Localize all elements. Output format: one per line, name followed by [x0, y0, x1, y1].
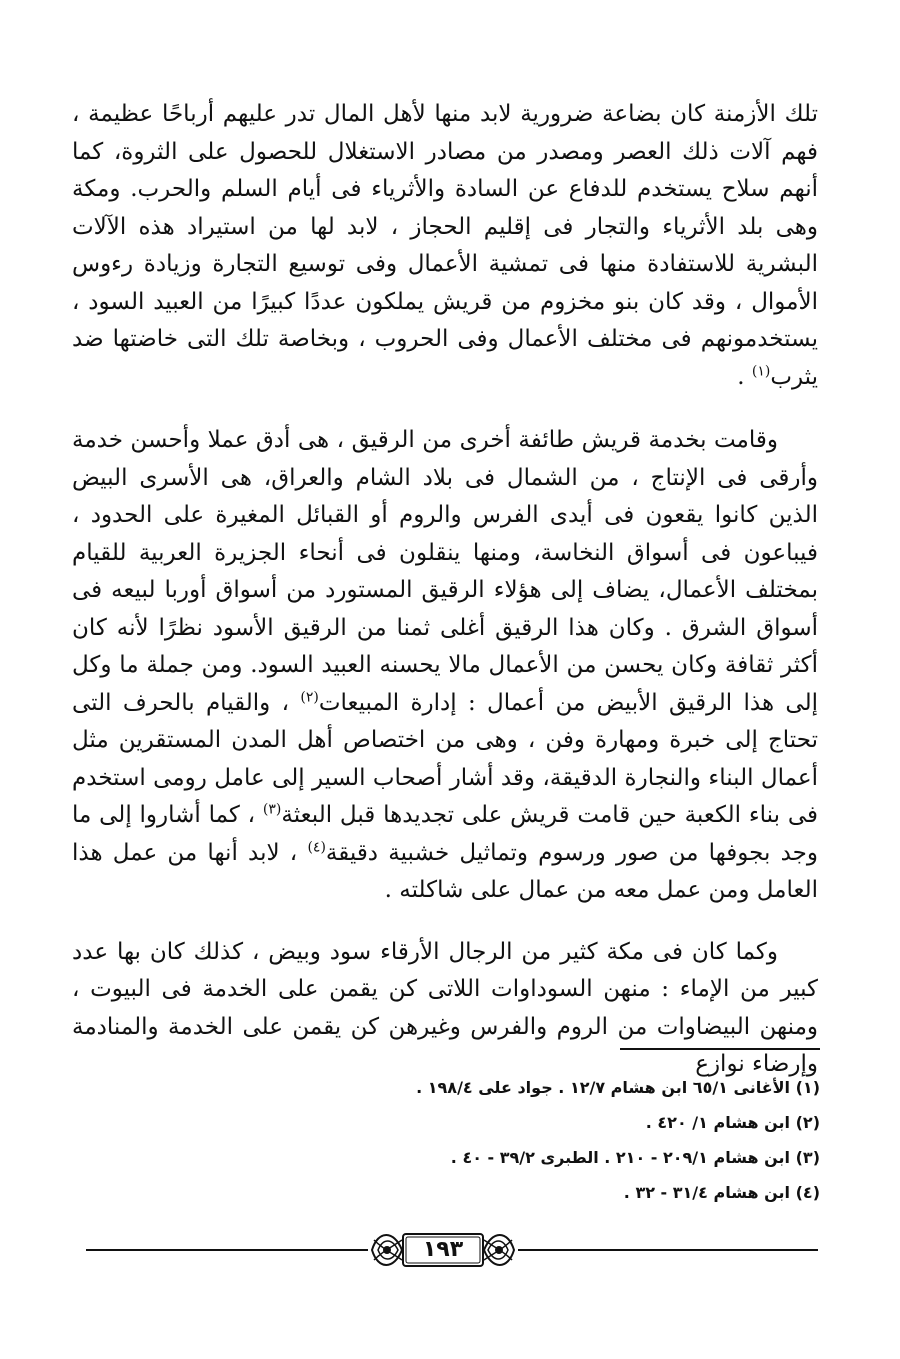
paragraph-2-segment-4: ، لابد أنها من عمل هذا العامل ومن عمل معه من عمال على شاكلته . — [72, 839, 818, 903]
main-text — [72, 96, 818, 1084]
paragraph-3 — [72, 934, 818, 1084]
bottom-rule-right — [518, 1249, 818, 1251]
footnote-ref-2[interactable]: (٢) — [300, 688, 319, 705]
footnotes — [220, 1073, 820, 1213]
footnote-1: (١) الأغانى ٦٥/١ ابن هشام ١٢/٧ . جواد على ١٩٨/٤ . — [416, 1078, 820, 1097]
footnote-3: (٣) ابن هشام ٢٠٩/١ - ٢١٠ . الطبرى ٣٩/٢ - ٤٠ . — [450, 1148, 820, 1167]
paragraph-2 — [72, 422, 818, 910]
footnote-4: (٤) ابن هشام ٣١/٤ - ٣٢ . — [623, 1183, 820, 1202]
page-number: ١٩٣ — [422, 1237, 464, 1262]
paragraph-2-segment-1: وقامت بخدمة قريش طائفة أخرى من الرقيق ، هى أدق عملا وأحسن خدمة وأرقى فى الإنتاج ، من الشمال فى بلاد الشام والعراق، هى الأسرى البيض الذين كانوا يقعون فى أيدى الفرس والروم أو القبائل المغيرة على الحدود ، فيباعون فى أسواق النخاسة، ومنها ينقلون فى أنحاء الجزيرة العربية للقيام بمختلف الأعمال، يضاف إلى هؤلاء الرقيق المستورد من أسواق أوربا لبيعه فى أسواق الشرق . وكان هذا الرقيق أغلى ثمنا من الرقيق الأسود نظرًا لأنه كان أكثر ثقافة وكان يحسن من الأعمال مالا يحسنه العبيد السود. ومن جملة ما وكل إلى هذا الرقيق الأبيض من أعمال : إدارة المبيعات — [72, 427, 818, 716]
paragraph-2-segment-3: ، كما أشاروا إلى ما وجد بجوفها من صور ورسوم وتماثيل خشبية دقيقة — [72, 802, 818, 866]
paragraph-1-end: . — [737, 363, 752, 390]
paragraph-3-text: وكما كان فى مكة كثير من الرجال الأرقاء سود وبيض ، كذلك كان بها عدد كبير من الإماء : منهن السوداوات اللاتى كن يقمن على الخدمة فى البيوت ، ومنهن البيضاوات من الروم والفرس وغيرهن كن يقمن على الخدمة والمنادمة وإرضاء نوازع — [72, 938, 818, 1077]
footnote-2: (٢) ابن هشام ١/ ٤٢٠ . — [645, 1113, 820, 1132]
paragraph-2-segment-2: ، والقيام بالحرف التى تحتاج إلى خبرة ومهارة وفن ، وهى من اختصاص أهل المدن المستقرين مثل أعمال البناء والنجارة الدقيقة، وقد أشار أصحاب السير إلى عامل رومى استخدم فى بناء الكعبة حين قامت قريش على تجديدها قبل البعثة — [72, 689, 818, 828]
footnote-ref-3[interactable]: (٣) — [262, 801, 282, 818]
paragraph-1 — [72, 96, 818, 396]
footnote-ref-1[interactable]: (١) — [751, 362, 771, 379]
paragraph-1-text: تلك الأزمنة كان بضاعة ضرورية لابد منها لأهل المال تدر عليهم أرباحًا عظيمة ، فهم آلات ذلك العصر ومصدر من مصادر الاستغلال للحصول على الثروة، كما أنهم سلاح يستخدم للدفاع عن السادة والأثرياء فى أيام السلم والحرب. ومكة وهى بلد الأثرياء والتجار فى إقليم الحجاز ، لابد لها من استيراد هذه الآلات البشرية للاستفادة منها فى تمشية الأعمال وفى توسيع التجارة وزيادة رءوس الأموال ، وقد كان بنو مخزوم من قريش يملكون عددًا كبيرًا من العبيد السود ، يستخدمونهم فى مختلف الأعمال وفى الحروب ، وبخاصة تلك التى خاضتها ضد يثرب — [72, 101, 819, 390]
bottom-rule-left — [86, 1249, 368, 1251]
footnote-separator — [620, 1048, 820, 1050]
footnote-ref-4[interactable]: (٤) — [307, 838, 326, 855]
